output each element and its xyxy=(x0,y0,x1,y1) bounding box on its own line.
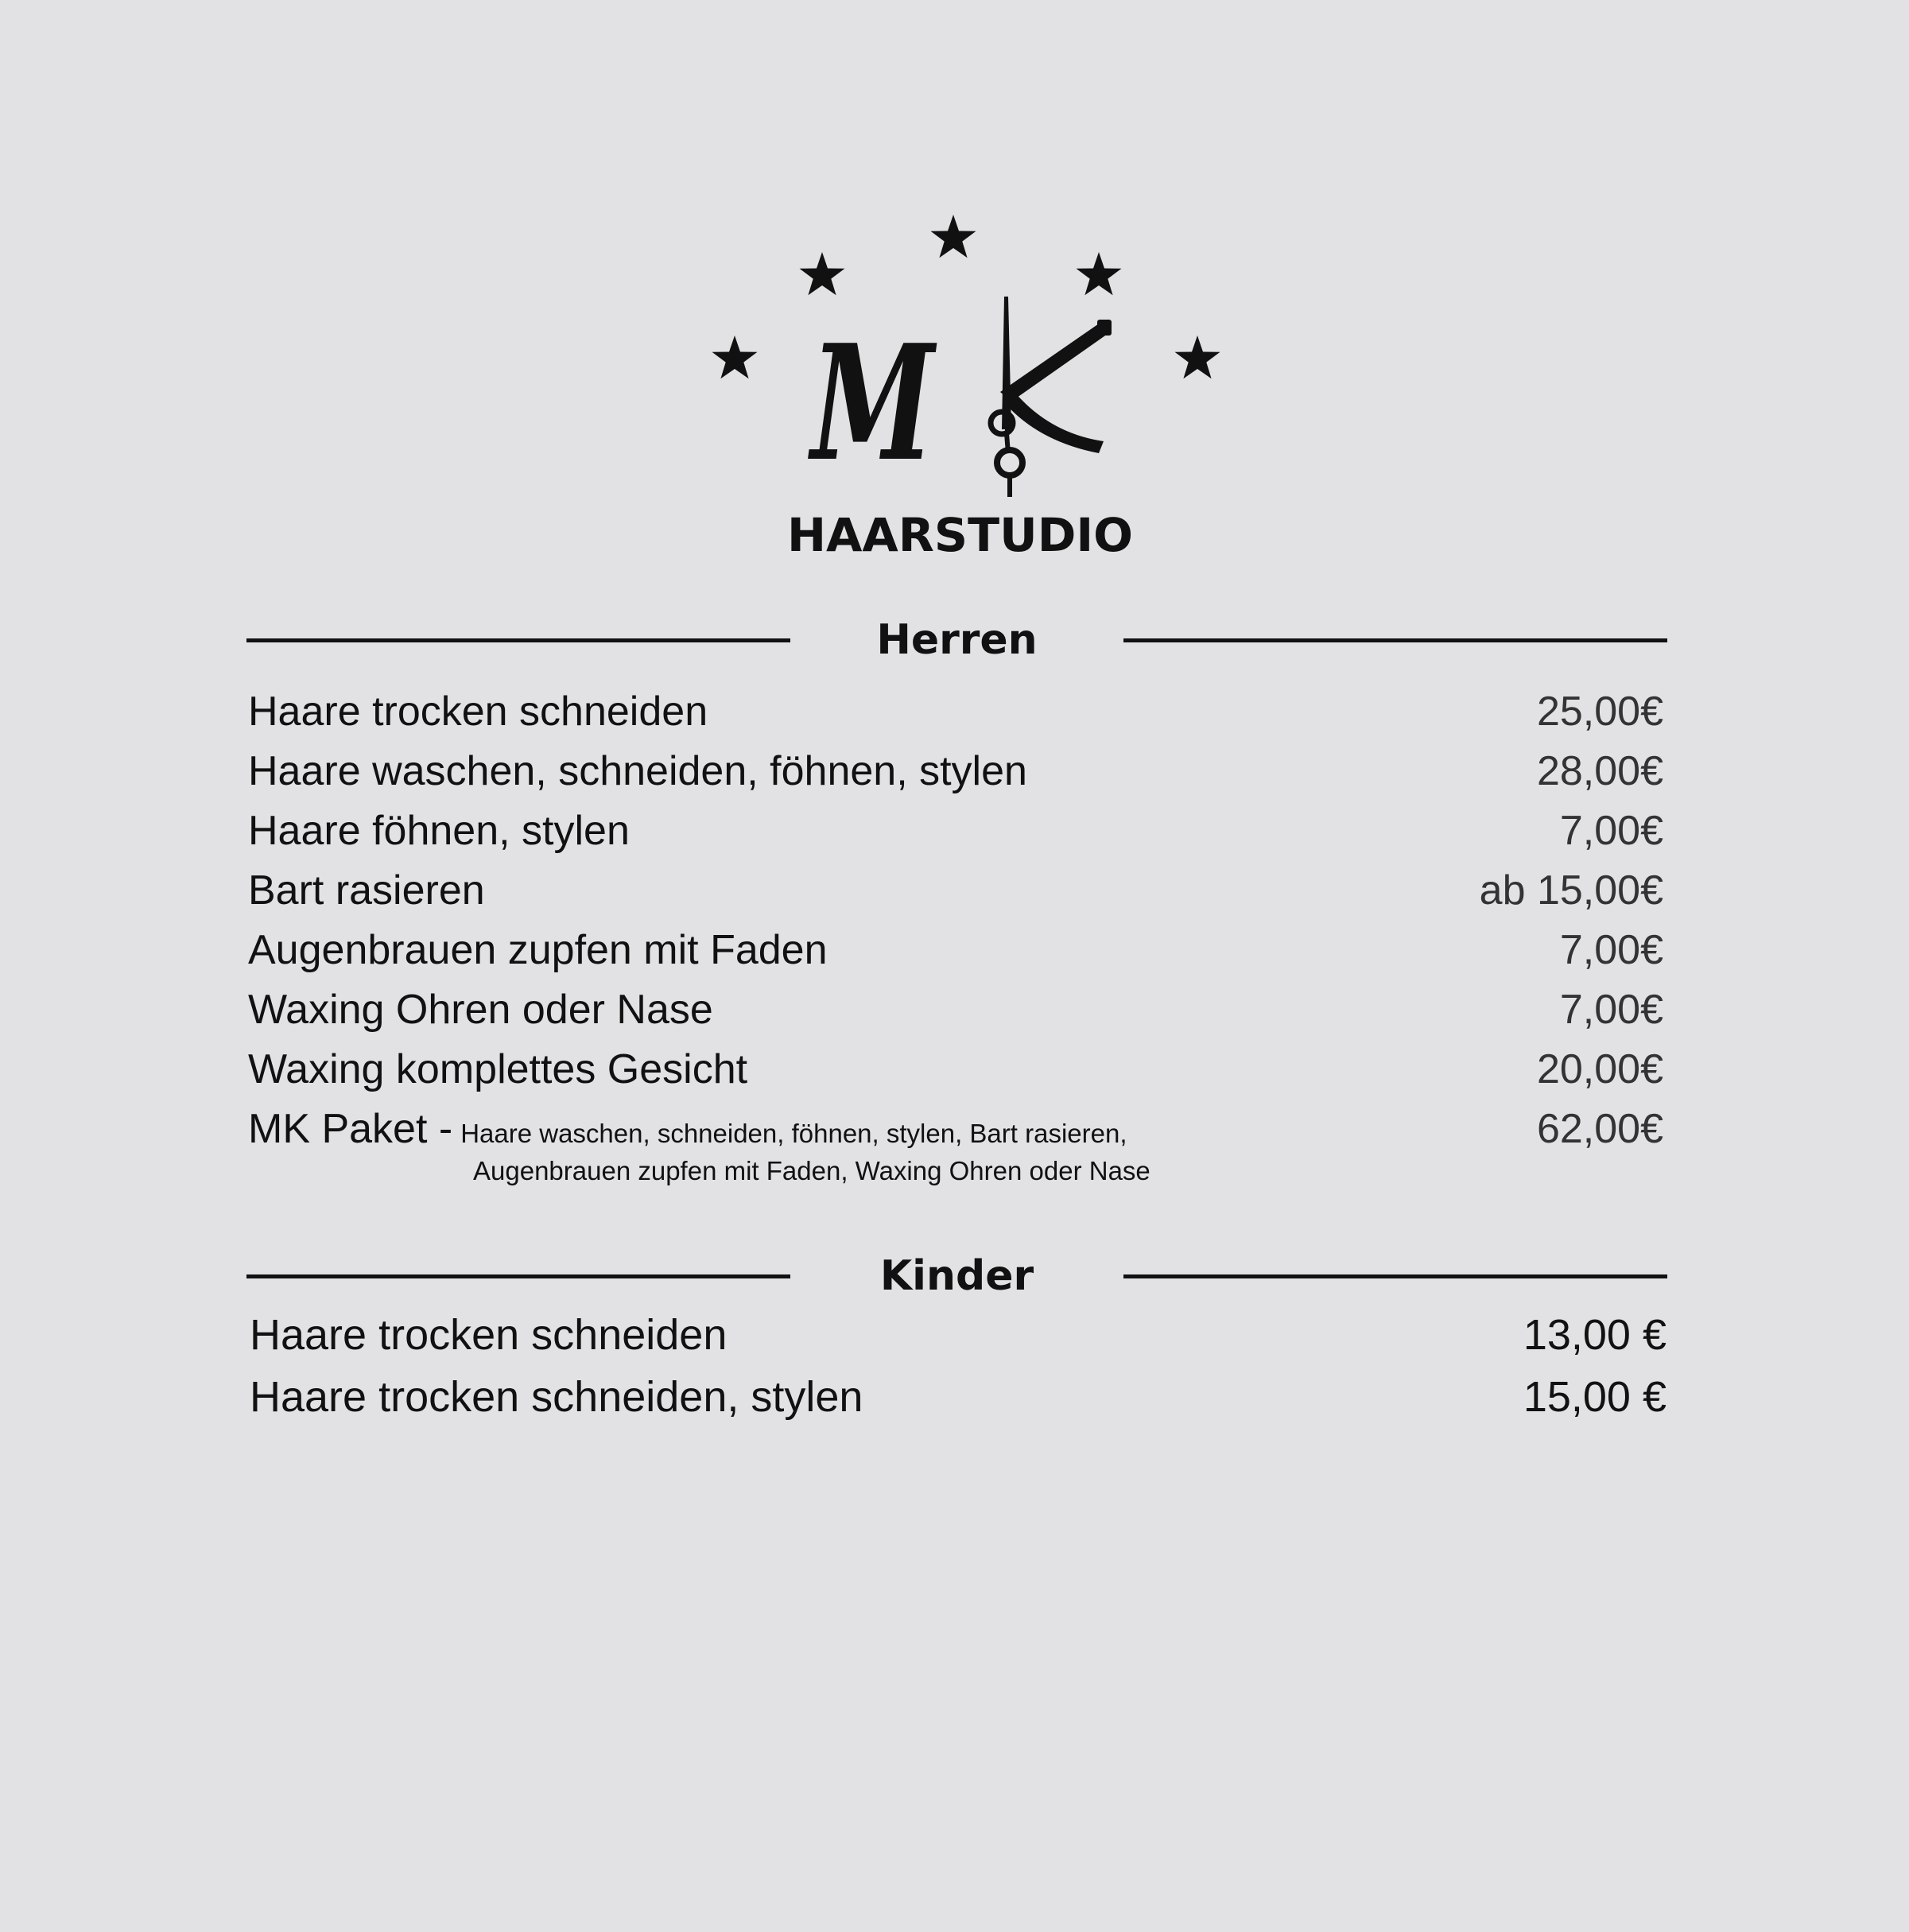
service-price: 7,00€ xyxy=(1559,927,1663,973)
service-name: Haare trocken schneiden xyxy=(248,689,708,735)
price-row xyxy=(248,980,1663,1040)
service-price: 13,00 € xyxy=(1523,1311,1666,1359)
service-name: Haare trocken schneiden, stylen xyxy=(250,1373,863,1421)
service-price: 7,00€ xyxy=(1559,987,1663,1033)
monogram xyxy=(808,310,937,497)
star-icon xyxy=(712,336,758,378)
star-icon xyxy=(1175,336,1220,378)
service-name: Haare föhnen, stylen xyxy=(248,808,630,854)
paket-name: MK Paket - xyxy=(248,1106,453,1152)
star-icon xyxy=(931,215,976,258)
price-row xyxy=(248,1040,1663,1100)
brand-subtitle: HAARSTUDIO xyxy=(787,508,1133,562)
price-row xyxy=(250,1304,1666,1366)
razor-icon xyxy=(1000,320,1112,453)
service-name: Haare waschen, schneiden, föhnen, stylen xyxy=(248,748,1027,794)
divider-line xyxy=(246,1274,790,1278)
section-header-herren xyxy=(246,612,1667,668)
service-price: 15,00 € xyxy=(1523,1373,1666,1421)
service-name: Waxing komplettes Gesicht xyxy=(248,1046,748,1092)
service-price: 7,00€ xyxy=(1559,808,1663,854)
brand-logo xyxy=(700,203,1240,568)
service-name: Augenbrauen zupfen mit Faden xyxy=(248,927,828,973)
service-price: ab 15,00€ xyxy=(1479,867,1663,914)
price-row xyxy=(250,1366,1666,1428)
paket-description-line2: Augenbrauen zupfen mit Faden, Waxing Ohren oder Nase xyxy=(473,1156,1150,1185)
section-title-kinder: Kinder xyxy=(879,1252,1034,1300)
service-price: 25,00€ xyxy=(1536,689,1663,735)
paket-price: 62,00€ xyxy=(1536,1106,1663,1152)
svg-text:M: M xyxy=(807,310,937,497)
price-row xyxy=(248,682,1663,742)
price-row-paket xyxy=(248,1100,1663,1203)
paket-description-line1: Haare waschen, schneiden, föhnen, stylen, Bart rasieren, xyxy=(460,1119,1127,1148)
service-name: Haare trocken schneiden xyxy=(250,1311,728,1359)
price-row xyxy=(248,921,1663,980)
price-row xyxy=(248,861,1663,921)
price-row xyxy=(248,742,1663,801)
star-icon xyxy=(800,252,845,295)
star-icon xyxy=(1077,252,1122,295)
service-name: Bart rasieren xyxy=(248,867,485,914)
section-header-kinder xyxy=(246,1248,1667,1304)
price-list-kinder xyxy=(250,1304,1666,1428)
divider-line xyxy=(246,638,790,642)
service-price: 28,00€ xyxy=(1536,748,1663,794)
divider-line xyxy=(1123,1274,1667,1278)
service-name: Waxing Ohren oder Nase xyxy=(248,987,713,1033)
price-row xyxy=(248,801,1663,861)
price-list-herren xyxy=(248,682,1663,1203)
section-title-herren: Herren xyxy=(876,616,1038,664)
service-price: 20,00€ xyxy=(1536,1046,1663,1092)
divider-line xyxy=(1123,638,1667,642)
